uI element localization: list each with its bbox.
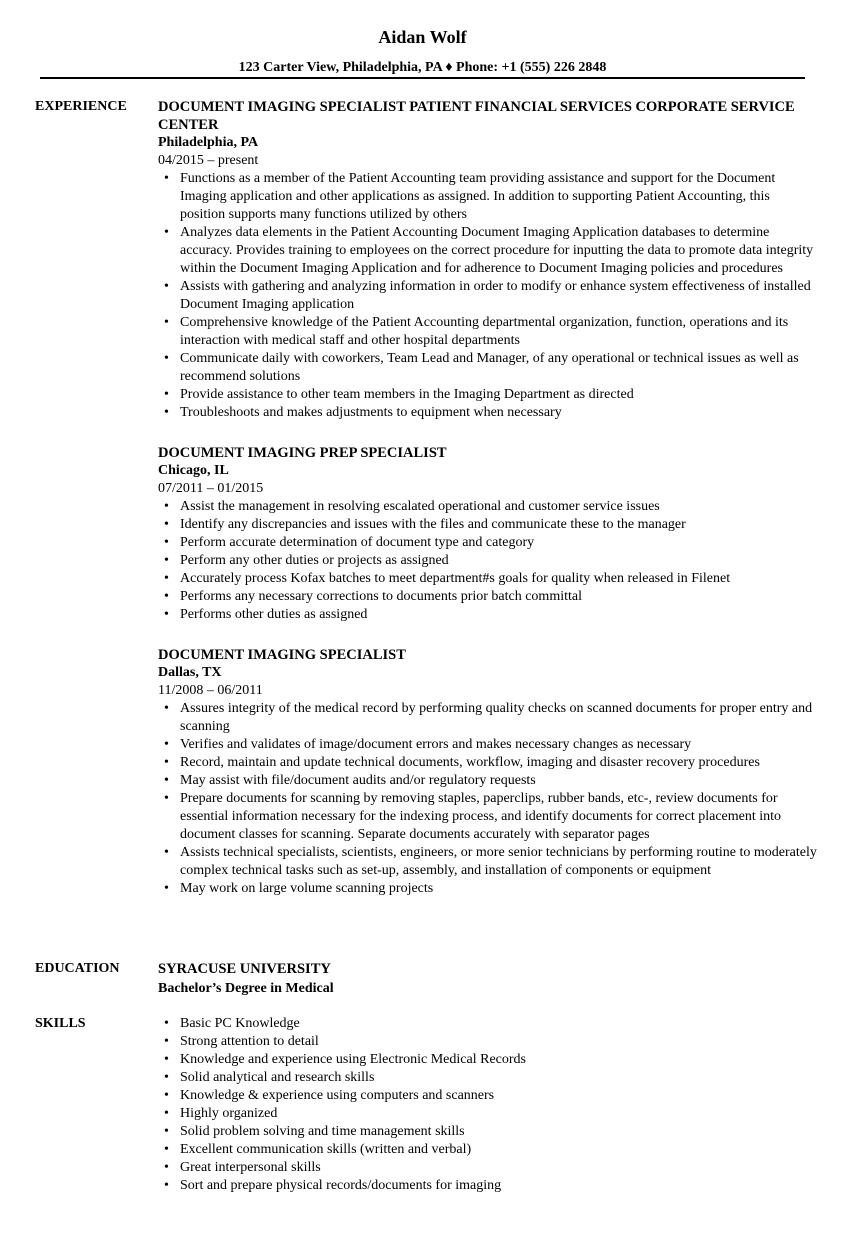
- job-title: DOCUMENT IMAGING SPECIALIST PATIENT FINANCIAL SERVICES CORPORATE SERVICE CENTER: [158, 99, 795, 133]
- job-bullet: • Verifies and validates of image/document errors and makes necessary changes as necessary: [180, 736, 818, 754]
- job-dates: 04/2015 – present: [158, 153, 259, 168]
- skill-item: • Basic PC Knowledge: [180, 1015, 818, 1033]
- skill-item: • Knowledge and experience using Electronic Medical Records: [180, 1051, 818, 1069]
- header-divider: [40, 77, 805, 79]
- job-location: Chicago, IL: [158, 463, 229, 478]
- job-bullet: • Prepare documents for scanning by removing staples, paperclips, rubber bands, etc-, review documents for essential information necessary for the indexing process, and identify documents for correct placement into document classes for scanning. Separate documents accurately with separator pages: [180, 790, 818, 844]
- job-bullet: • Functions as a member of the Patient Accounting team providing assistance and support for the Document Imaging application and other applications as assigned. In addition to supporting Patient Accounting, this position supports many functions utilized by others: [180, 170, 818, 224]
- job-bullet: • Assists with gathering and analyzing information in order to modify or enhance system effectiveness of installed Document Imaging application: [180, 278, 818, 314]
- job-bullet: • Identify any discrepancies and issues with the files and communicate these to the manager: [180, 516, 818, 534]
- degree-name: Bachelor’s Degree in Medical: [158, 981, 334, 996]
- job-title: DOCUMENT IMAGING SPECIALIST: [158, 647, 406, 663]
- skill-item: • Solid analytical and research skills: [180, 1069, 818, 1087]
- resume-header: [40, 26, 805, 77]
- experience-list: [158, 98, 818, 920]
- skill-item: • Sort and prepare physical records/documents for imaging: [180, 1177, 818, 1195]
- job-bullet: • Assist the management in resolving escalated operational and customer service issues: [180, 498, 818, 516]
- job-bullet: • Perform accurate determination of document type and category: [180, 534, 818, 552]
- job-location: Dallas, TX: [158, 665, 222, 680]
- job-bullets: [158, 700, 818, 898]
- job-bullet: • May work on large volume scanning projects: [180, 880, 818, 898]
- job-bullet: • Perform any other duties or projects as assigned: [180, 552, 818, 570]
- skills-list: [158, 1015, 818, 1195]
- job-bullet: • Provide assistance to other team members in the Imaging Department as directed: [180, 386, 818, 404]
- skill-item: • Solid problem solving and time management skills: [180, 1123, 818, 1141]
- skill-item: • Knowledge & experience using computers and scanners: [180, 1087, 818, 1105]
- job-bullet: • May assist with file/document audits and/or regulatory requests: [180, 772, 818, 790]
- skill-item: • Great interpersonal skills: [180, 1159, 818, 1177]
- job-dates: 11/2008 – 06/2011: [158, 683, 263, 698]
- job-bullet: • Troubleshoots and makes adjustments to equipment when necessary: [180, 404, 818, 422]
- education-body: [158, 960, 818, 998]
- job-bullets: [158, 498, 818, 624]
- job-entry: [158, 98, 818, 422]
- experience-heading: EXPERIENCE: [35, 99, 127, 114]
- job-bullet: • Assists technical specialists, scientists, engineers, or more senior technicians by performing routine to moderately complex technical tasks such as set-up, assembly, and installation of components or equipment: [180, 844, 818, 880]
- skill-item: • Strong attention to detail: [180, 1033, 818, 1051]
- skills-body: [158, 1015, 818, 1195]
- job-bullets: [158, 170, 818, 422]
- skill-item: • Highly organized: [180, 1105, 818, 1123]
- school-name: SYRACUSE UNIVERSITY: [158, 961, 331, 977]
- job-bullet: • Accurately process Kofax batches to meet department#s goals for quality when released in Filenet: [180, 570, 818, 588]
- job-entry: [158, 646, 818, 898]
- job-bullet: • Comprehensive knowledge of the Patient Accounting departmental organization, function, operations and its interaction with medical staff and other hospital departments: [180, 314, 818, 350]
- job-bullet: • Analyzes data elements in the Patient Accounting Document Imaging Application databases to determine accuracy. Provides training to employees on the correct procedure for inputting the data to promote data integrity within the Document Imaging Application and for adherence to Document Imaging policies and procedures: [180, 224, 818, 278]
- contact-line: 123 Carter View, Philadelphia, PA ♦ Phone: +1 (555) 226 2848: [238, 60, 607, 75]
- job-bullet: • Communicate daily with coworkers, Team Lead and Manager, of any operational or technical issues as well as recommend solutions: [180, 350, 818, 386]
- candidate-name: Aidan Wolf: [378, 27, 467, 47]
- skill-item: • Excellent communication skills (written and verbal): [180, 1141, 818, 1159]
- job-bullet: • Performs any necessary corrections to documents prior batch committal: [180, 588, 818, 606]
- job-bullet: • Record, maintain and update technical documents, workflow, imaging and disaster recovery procedures: [180, 754, 818, 772]
- job-location: Philadelphia, PA: [158, 135, 259, 150]
- job-entry: [158, 444, 818, 624]
- job-bullet: • Performs other duties as assigned: [180, 606, 818, 624]
- job-title: DOCUMENT IMAGING PREP SPECIALIST: [158, 445, 447, 461]
- job-dates: 07/2011 – 01/2015: [158, 481, 264, 496]
- education-heading: EDUCATION: [35, 961, 120, 976]
- job-bullet: • Assures integrity of the medical record by performing quality checks on scanned documents for proper entry and scanning: [180, 700, 818, 736]
- skills-heading: SKILLS: [35, 1016, 86, 1031]
